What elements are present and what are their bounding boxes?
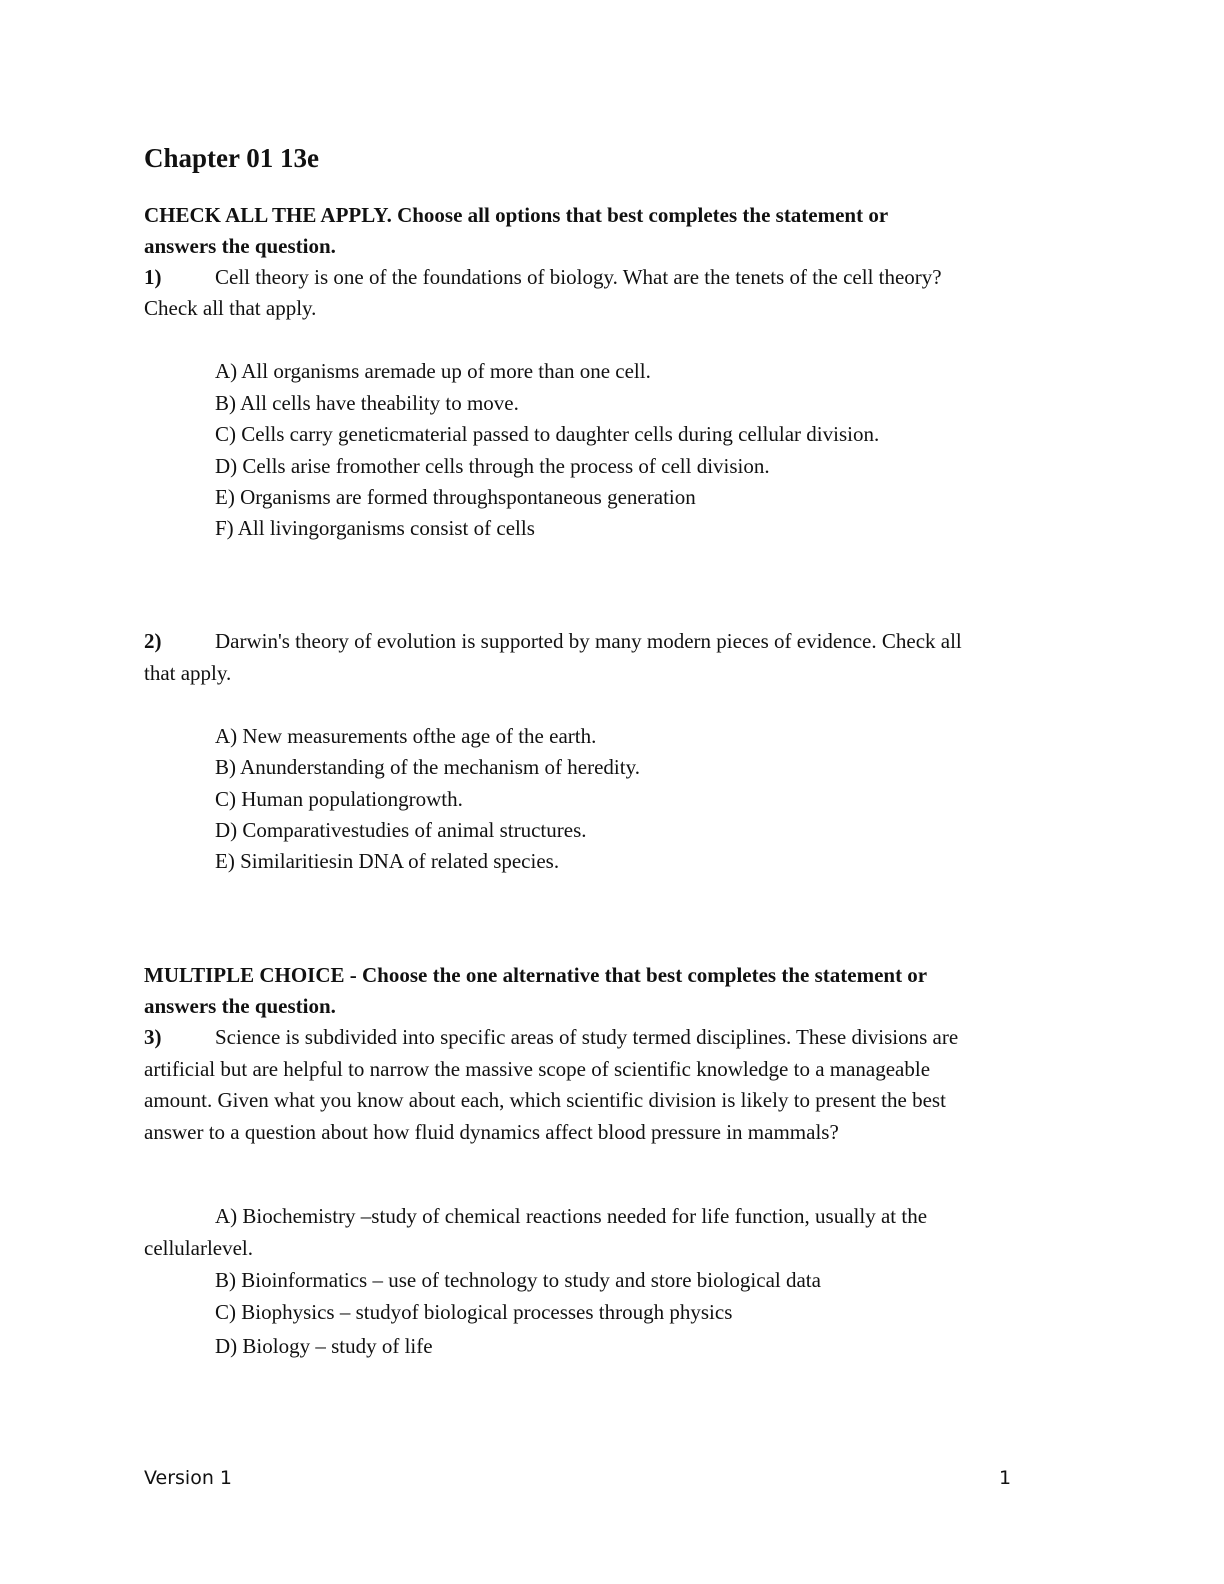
q1-option-b: B) All cells have theability to move. <box>215 391 519 415</box>
q1-option-c: C) Cells carry geneticmaterial passed to daughter cells during cellular division. <box>215 422 880 446</box>
section-heading-check-all-cont: answers the question. <box>144 234 336 258</box>
q3-option-a: A) Biochemistry –study of chemical reactions needed for life function, usually at the <box>215 1204 928 1228</box>
q1-option-e: E) Organisms are formed throughspontaneous generation <box>215 485 696 509</box>
question-1-cont: Check all that apply. <box>144 296 317 320</box>
q1-option-a: A) All organisms aremade up of more than one cell. <box>215 359 651 383</box>
q3-option-d: D) Biology – study of life <box>215 1334 433 1358</box>
q3-option-a-cont: cellularlevel. <box>144 1236 254 1260</box>
footer-page-number: 1 <box>999 1467 1012 1489</box>
q1-option-f: F) All livingorganisms consist of cells <box>215 516 535 540</box>
question-3 <box>144 1022 958 1053</box>
question-number: 2) <box>144 629 162 653</box>
question-3-cont-2: amount. Given what you know about each, which scientific division is likely to present the best <box>144 1088 946 1112</box>
question-2 <box>144 626 962 657</box>
footer-version: Version 1 <box>144 1467 232 1489</box>
question-number: 1) <box>144 265 162 289</box>
question-1 <box>144 262 942 293</box>
q2-option-d: D) Comparativestudies of animal structures. <box>215 818 587 842</box>
q2-option-c: C) Human populationgrowth. <box>215 787 463 811</box>
q3-option-b: B) Bioinformatics – use of technology to study and store biological data <box>215 1268 821 1292</box>
section-heading-multiple-choice: MULTIPLE CHOICE - Choose the one alternative that best completes the statement or <box>144 963 928 987</box>
section-heading-multiple-choice-cont: answers the question. <box>144 994 336 1018</box>
question-3-cont-1: artificial but are helpful to narrow the massive scope of scientific knowledge to a manageable <box>144 1057 931 1081</box>
question-text: Darwin's theory of evolution is supported by many modern pieces of evidence. Check all <box>215 629 962 653</box>
question-text: Cell theory is one of the foundations of biology. What are the tenets of the cell theory? <box>215 265 942 289</box>
q2-option-b: B) Anunderstanding of the mechanism of heredity. <box>215 755 640 779</box>
section-heading-check-all: CHECK ALL THE APPLY. Choose all options that best completes the statement or <box>144 203 889 227</box>
chapter-title: Chapter 01 13e <box>144 143 319 173</box>
question-number: 3) <box>144 1025 162 1049</box>
q2-option-e: E) Similaritiesin DNA of related species. <box>215 849 560 873</box>
q2-option-a: A) New measurements ofthe age of the earth. <box>215 724 597 748</box>
question-text: Science is subdivided into specific areas of study termed disciplines. These divisions are <box>215 1025 959 1049</box>
q1-option-d: D) Cells arise fromother cells through the process of cell division. <box>215 454 770 478</box>
question-3-cont-3: answer to a question about how fluid dynamics affect blood pressure in mammals? <box>144 1120 839 1144</box>
q3-option-c: C) Biophysics – studyof biological processes through physics <box>215 1300 733 1324</box>
question-2-cont: that apply. <box>144 661 232 685</box>
